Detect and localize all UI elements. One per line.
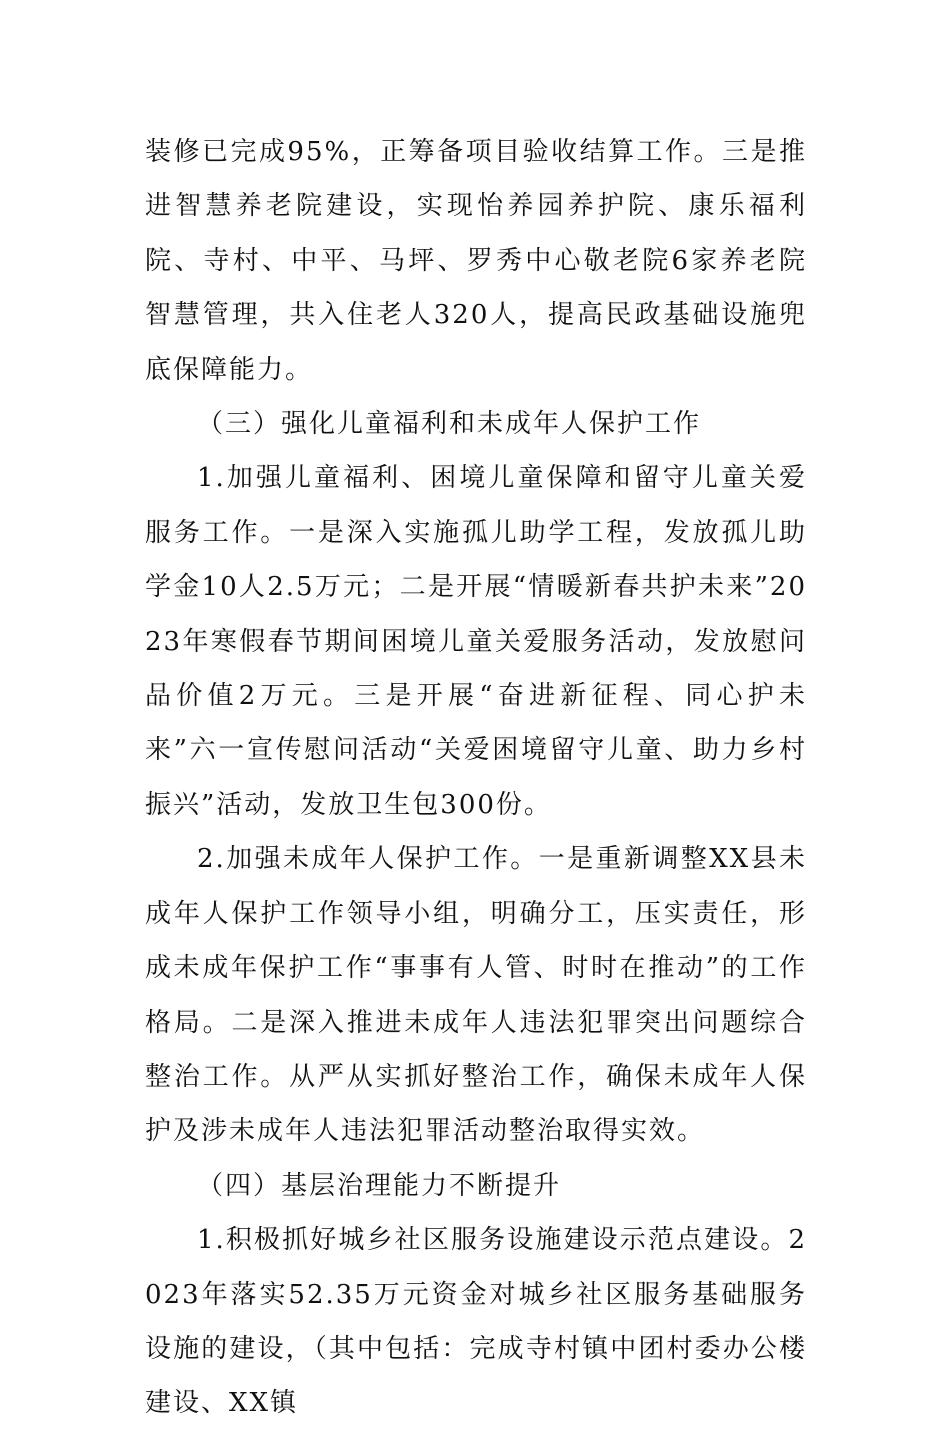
section-heading-child-welfare: （三）强化儿童福利和未成年人保护工作 [197,409,702,440]
paragraph-elderly-care-continued: 装修已完成95%，正筹备项目验收结算工作。三是推进智慧养老院建设，实现怡养园养护院、康乐福利院、寺村、中平、马坪、罗秀中心敬老院6家养老院智慧管理，共入住老人320人，提高民政基础设施兜底保障能力。 [145,137,807,385]
paragraph-child-welfare-care: 1.加强儿童福利、困境儿童保障和留守儿童关爱服务工作。一是深入实施孤儿助学工程，发放孤儿助学金10人2.5万元；二是开展“情暖新春共护未来”2023年寒假春节期间困境儿童关爱服务活动，发放慰问品价值2万元。三是开展“奋进新征程、同心护未来”六一宣传慰问活动“关爱困境留守儿童、助力乡村振兴”活动，发放卫生包300份。 [145,463,807,820]
paragraph-community-facilities: 1.积极抓好城乡社区服务设施建设示范点建设。2023年落实52.35万元资金对城乡社区服务基础服务设施的建设，（其中包括：完成寺村镇中团村委办公楼建设、XX镇 [145,1225,807,1419]
section-heading-grassroots-governance: （四）基层治理能力不断提升 [197,1170,562,1201]
document-body [145,125,807,1431]
paragraph-minor-protection: 2.加强未成年人保护工作。一是重新调整XX县未成年人保护工作领导小组，明确分工，压实责任，形成未成年保护工作“事事有人管、时时在推动”的工作格局。二是深入推进未成年人违法犯罪突出问题综合整治工作。从严从实抓好整治工作，确保未成年人保护及涉未成年人违法犯罪活动整治取得实效。 [145,844,807,1147]
